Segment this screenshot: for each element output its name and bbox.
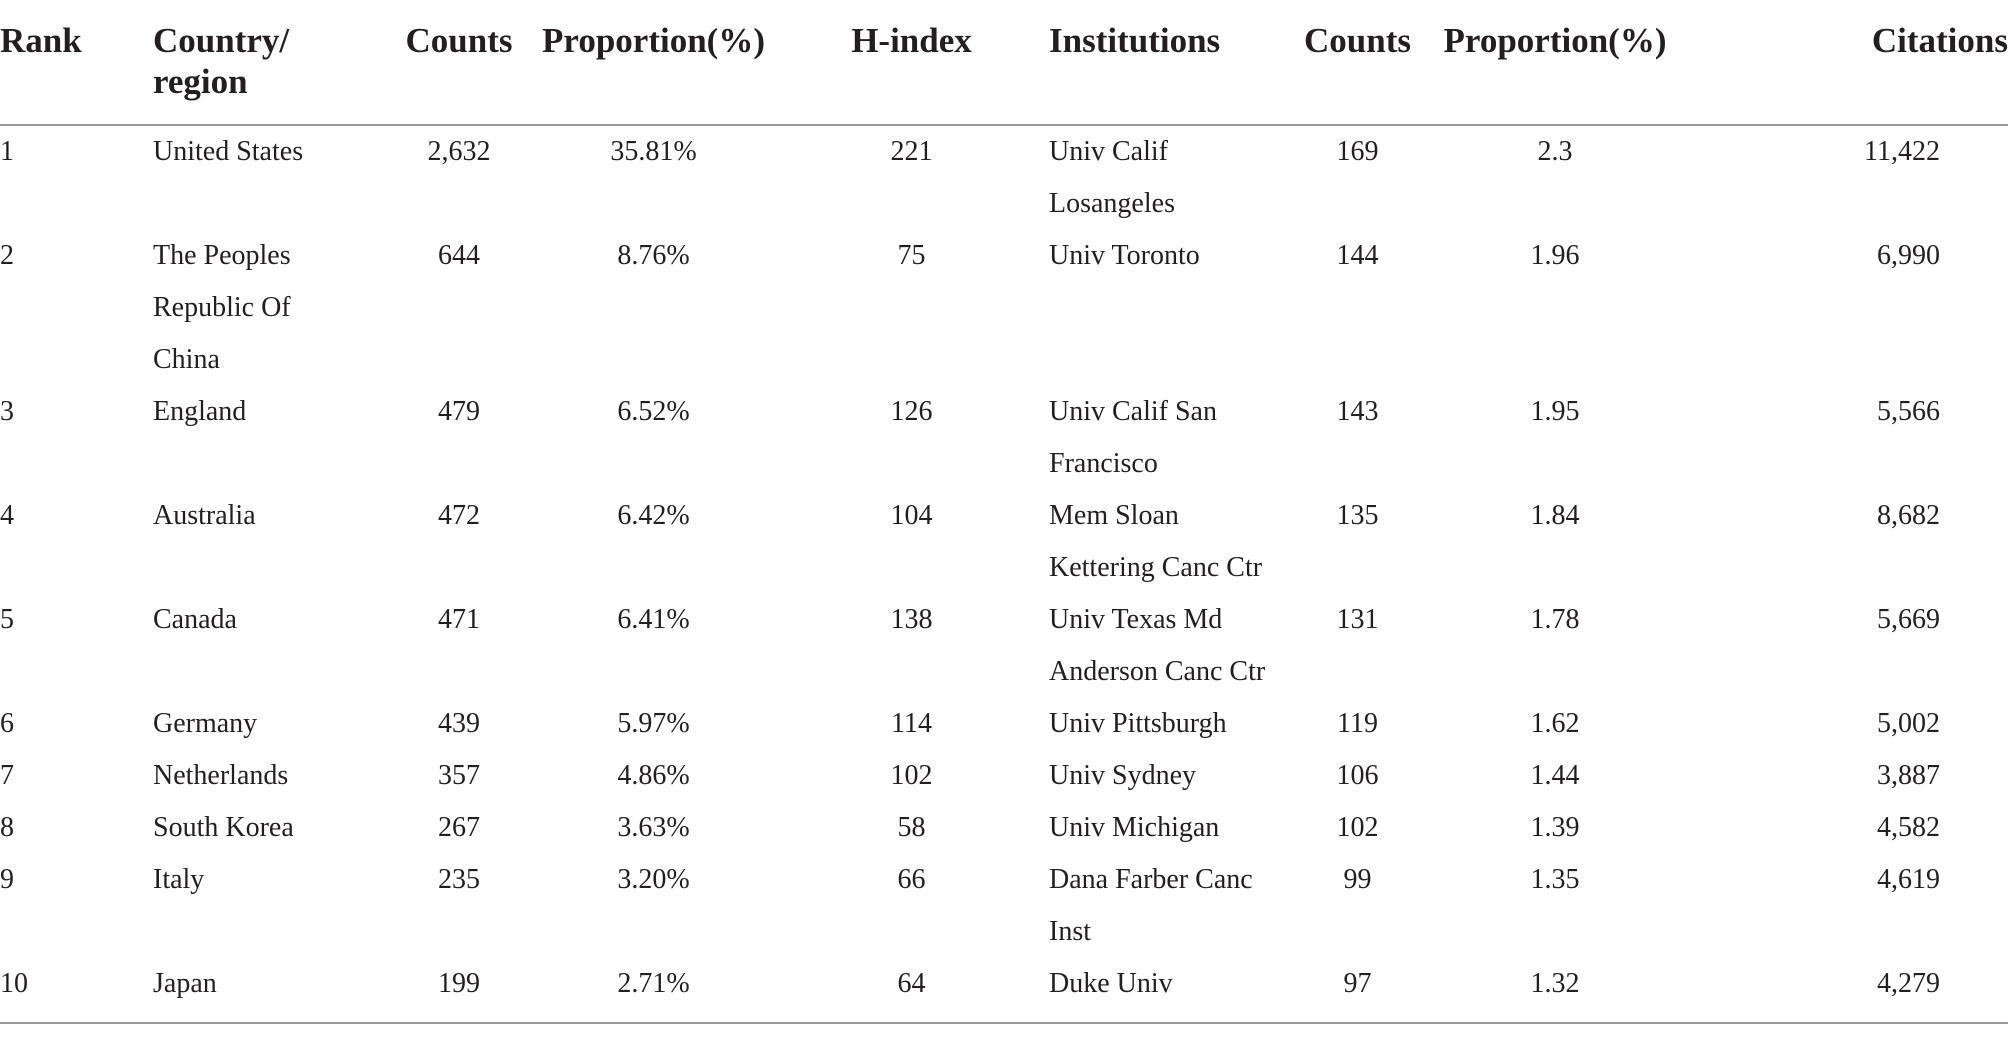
cell-proportion: 8.76% <box>617 240 690 271</box>
table-row <box>0 125 2008 230</box>
cell-country-line: Netherlands <box>153 760 289 791</box>
cell-institution <box>1049 698 1290 750</box>
cell-country <box>153 490 385 594</box>
cell-rank: 2 <box>0 240 14 271</box>
cell-citations: 8,682 <box>1877 500 1940 531</box>
cell-counts: 199 <box>385 958 533 1023</box>
cell-proportion: 35.81% <box>610 136 697 167</box>
cell-country <box>153 125 385 230</box>
cell-h-index: 66 <box>897 864 926 895</box>
header-rank: Rank <box>0 0 153 125</box>
cell-citations: 4,279 <box>1685 958 2008 1023</box>
cell-institution-counts: 106 <box>1336 760 1379 791</box>
header-citations: Citations <box>1685 0 2008 125</box>
cell-institution-line: Univ Texas Md <box>1049 604 1223 635</box>
cell-rank: 8 <box>0 812 14 843</box>
cell-country-line: Australia <box>153 500 256 531</box>
cell-counts: 439 <box>438 708 480 739</box>
cell-institution-counts: 99 <box>1343 864 1372 895</box>
cell-institution-line: Kettering Canc Ctr <box>1049 552 1263 583</box>
cell-h-index: 102 <box>890 760 933 791</box>
cell-rank: 5 <box>0 604 14 635</box>
cell-country-line: Italy <box>153 864 205 895</box>
cell-citations: 4,619 <box>1877 864 1940 895</box>
table-row <box>0 698 2008 750</box>
cell-institution-line: Inst <box>1049 916 1091 947</box>
cell-proportion: 3.63% <box>617 812 690 843</box>
cell-rank: 10 <box>0 958 153 1023</box>
cell-counts: 472 <box>438 500 480 531</box>
header-counts: Counts <box>385 0 533 125</box>
cell-country <box>153 750 385 802</box>
cell-country-line: South Korea <box>153 812 294 843</box>
table-row <box>0 386 2008 490</box>
cell-counts: 471 <box>438 604 480 635</box>
cell-institution-counts: 135 <box>1336 500 1379 531</box>
cell-institution-counts: 119 <box>1337 708 1378 739</box>
cell-country <box>153 802 385 854</box>
table-row <box>0 854 2008 958</box>
cell-country <box>153 958 385 1023</box>
cell-proportion: 5.97% <box>617 708 690 739</box>
cell-institution-line: Dana Farber Canc <box>1049 864 1253 895</box>
cell-h-index: 104 <box>890 500 933 531</box>
cell-proportion: 6.41% <box>617 604 690 635</box>
cell-citations: 6,990 <box>1877 240 1940 271</box>
cell-country-line: Japan <box>153 968 217 999</box>
cell-institution <box>1049 802 1290 854</box>
cell-institution-proportion: 1.78 <box>1530 604 1580 635</box>
cell-institution-proportion: 1.62 <box>1530 708 1580 739</box>
header-country-line1: Country/ <box>153 21 290 60</box>
header-country-line2: region <box>153 62 248 101</box>
cell-institution-line: Anderson Canc Ctr <box>1049 656 1266 687</box>
cell-institution <box>1049 594 1290 698</box>
cell-institution-counts: 131 <box>1336 604 1379 635</box>
cell-institution-counts: 144 <box>1336 240 1379 271</box>
cell-institution-counts: 169 <box>1336 136 1379 167</box>
cell-institution <box>1049 490 1290 594</box>
cell-institution <box>1049 125 1290 230</box>
cell-proportion: 2.71% <box>533 958 774 1023</box>
cell-institution-line: Univ Sydney <box>1049 760 1196 791</box>
cell-institution-line: Francisco <box>1049 448 1158 479</box>
cell-counts: 2,632 <box>427 136 491 167</box>
cell-institution-proportion: 1.84 <box>1530 500 1580 531</box>
cell-institution <box>1049 854 1290 958</box>
cell-citations: 5,669 <box>1877 604 1940 635</box>
cell-counts: 479 <box>438 396 480 427</box>
cell-institution <box>1049 386 1290 490</box>
cell-institution-proportion: 1.96 <box>1530 240 1580 271</box>
cell-counts: 267 <box>438 812 480 843</box>
header-row <box>0 0 2008 125</box>
cell-institution-line: Univ Calif <box>1049 136 1168 167</box>
cell-institution-line: Univ Toronto <box>1049 240 1200 271</box>
cell-institution-proportion: 1.44 <box>1530 760 1580 791</box>
cell-country-line: England <box>153 396 247 427</box>
cell-h-index: 114 <box>891 708 932 739</box>
cell-institution-line: Univ Calif San <box>1049 396 1217 427</box>
cell-institution-counts: 97 <box>1290 958 1425 1023</box>
cell-institution-line: Losangeles <box>1049 188 1175 219</box>
table-header <box>0 0 2008 125</box>
table-row <box>0 750 2008 802</box>
cell-rank: 3 <box>0 396 14 427</box>
cell-institution-counts: 102 <box>1336 812 1379 843</box>
cell-counts: 357 <box>438 760 480 791</box>
cell-citations: 5,002 <box>1877 708 1940 739</box>
cell-country <box>153 698 385 750</box>
cell-rank: 6 <box>0 708 14 739</box>
cell-institution-proportion: 2.3 <box>1537 136 1573 167</box>
cell-country <box>153 230 385 386</box>
cell-citations: 3,887 <box>1877 760 1940 791</box>
cell-institution-proportion: 1.39 <box>1530 812 1580 843</box>
cell-h-index: 58 <box>897 812 926 843</box>
cell-rank: 9 <box>0 864 14 895</box>
cell-institution-line: Univ Pittsburgh <box>1049 708 1227 739</box>
cell-rank: 1 <box>0 136 14 167</box>
cell-h-index: 126 <box>890 396 933 427</box>
cell-institution-line: Duke Univ <box>1049 968 1173 999</box>
cell-proportion: 6.52% <box>617 396 690 427</box>
table-row <box>0 594 2008 698</box>
header-institution-counts: Counts <box>1290 0 1425 125</box>
cell-institution-counts: 143 <box>1336 396 1379 427</box>
header-institution-proportion: Proportion(%) <box>1425 0 1685 125</box>
cell-country-line: United States <box>153 136 304 167</box>
cell-h-index: 221 <box>890 136 933 167</box>
table-body <box>0 125 2008 1023</box>
cell-institution <box>1049 230 1290 386</box>
cell-citations: 11,422 <box>1864 136 1940 167</box>
cell-country-line: Republic Of <box>153 292 291 323</box>
cell-institution-proportion: 1.95 <box>1530 396 1580 427</box>
cell-proportion: 6.42% <box>617 500 690 531</box>
cell-country-line: China <box>153 344 220 375</box>
table-row <box>0 802 2008 854</box>
cell-institution <box>1049 750 1290 802</box>
cell-institution-line: Mem Sloan <box>1049 500 1179 531</box>
cell-country <box>153 854 385 958</box>
table-row <box>0 958 2008 1023</box>
cell-h-index: 64 <box>774 958 1049 1023</box>
cell-proportion: 3.20% <box>617 864 690 895</box>
cell-country-line: Germany <box>153 708 258 739</box>
cell-institution <box>1049 958 1290 1023</box>
cell-institution-proportion: 1.32 <box>1425 958 1685 1023</box>
header-proportion: Proportion(%) <box>533 0 774 125</box>
header-country-region <box>153 0 385 125</box>
table-row <box>0 490 2008 594</box>
cell-country-line: The Peoples <box>153 240 291 271</box>
cell-proportion: 4.86% <box>617 760 690 791</box>
header-institutions: Institutions <box>1049 0 1290 125</box>
cell-country-line: Canada <box>153 604 237 635</box>
header-h-index: H-index <box>774 0 1049 125</box>
cell-citations: 4,582 <box>1877 812 1940 843</box>
cell-institution-line: Univ Michigan <box>1049 812 1220 843</box>
cell-counts: 644 <box>438 240 480 271</box>
cell-counts: 235 <box>438 864 480 895</box>
cell-h-index: 75 <box>897 240 926 271</box>
cell-country <box>153 594 385 698</box>
cell-country <box>153 386 385 490</box>
cell-citations: 5,566 <box>1877 396 1940 427</box>
cell-rank: 4 <box>0 500 14 531</box>
table-row <box>0 230 2008 386</box>
cell-h-index: 138 <box>890 604 933 635</box>
cell-institution-proportion: 1.35 <box>1530 864 1580 895</box>
cell-rank: 7 <box>0 760 14 791</box>
